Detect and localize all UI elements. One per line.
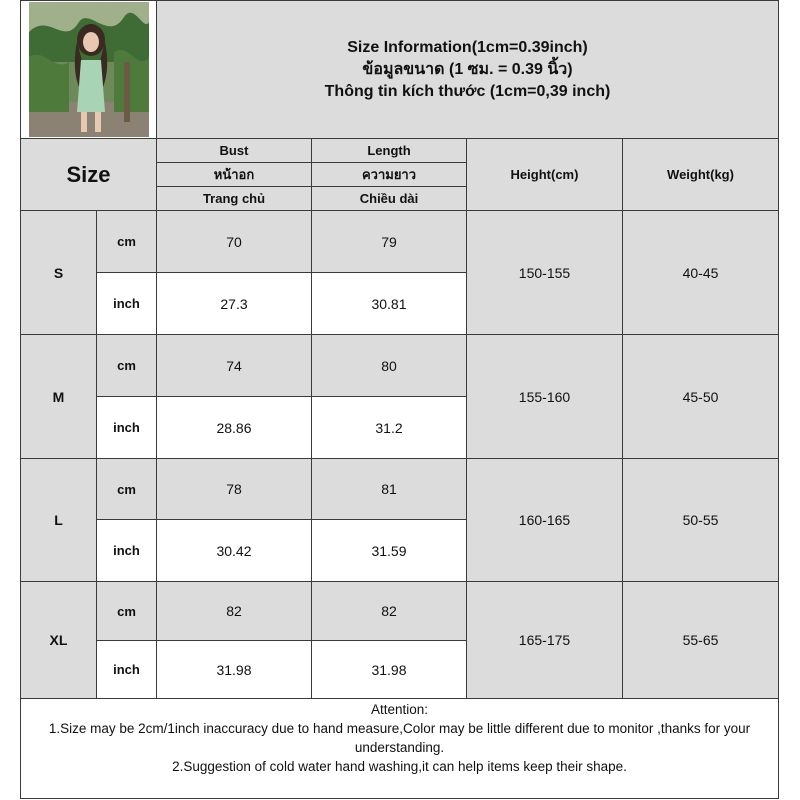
- size-chart-sheet: [20, 0, 779, 799]
- weight-m: 45-50: [622, 334, 779, 459]
- height-header: Height(cm): [466, 138, 623, 211]
- bust-inch-xl: 31.98: [156, 640, 312, 699]
- attention-line-1: 1.Size may be 2cm/1inch inaccuracy due to hand measure,Color may be little different due to monitor ,thanks for your: [48, 721, 751, 736]
- height-xl: 165-175: [466, 581, 623, 699]
- model-photo: [20, 0, 157, 139]
- bust-inch-l: 30.42: [156, 519, 312, 582]
- size-column-header: Size: [20, 138, 157, 211]
- length-cm-l: 81: [311, 458, 467, 520]
- size-label-s: S: [20, 210, 97, 335]
- title-english: Size Information(1cm=0.39inch): [347, 38, 588, 56]
- size-information-title: [156, 0, 779, 139]
- length-inch-s: 30.81: [311, 272, 467, 335]
- model-photo-image: [29, 2, 149, 137]
- weight-xl: 55-65: [622, 581, 779, 699]
- size-label-l: L: [20, 458, 97, 582]
- bust-cm-l: 78: [156, 458, 312, 520]
- weight-s: 40-45: [622, 210, 779, 335]
- height-s: 150-155: [466, 210, 623, 335]
- unit-cm: cm: [96, 458, 157, 520]
- bust-header-th: หน้าอก: [156, 162, 312, 187]
- bust-cm-xl: 82: [156, 581, 312, 641]
- attention-line-3: 2.Suggestion of cold water hand washing,it can help items keep their shape.: [172, 759, 627, 774]
- length-inch-m: 31.2: [311, 396, 467, 459]
- title-vietnamese: Thông tin kích thước (1cm=0,39 inch): [324, 82, 611, 100]
- unit-cm: cm: [96, 334, 157, 397]
- unit-inch: inch: [96, 396, 157, 459]
- bust-inch-s: 27.3: [156, 272, 312, 335]
- attention-heading: Attention:: [370, 702, 429, 717]
- size-label-xl: XL: [20, 581, 97, 699]
- bust-cm-s: 70: [156, 210, 312, 273]
- length-header-vi: Chiều dài: [311, 186, 467, 211]
- weight-header: Weight(kg): [622, 138, 779, 211]
- length-header-th: ความยาว: [311, 162, 467, 187]
- unit-cm: cm: [96, 210, 157, 273]
- unit-inch: inch: [96, 640, 157, 699]
- size-label-m: M: [20, 334, 97, 459]
- height-m: 155-160: [466, 334, 623, 459]
- length-cm-m: 80: [311, 334, 467, 397]
- attention-line-2: understanding.: [354, 740, 445, 755]
- height-l: 160-165: [466, 458, 623, 582]
- weight-l: 50-55: [622, 458, 779, 582]
- bust-header-en: Bust: [156, 138, 312, 163]
- length-inch-l: 31.59: [311, 519, 467, 582]
- unit-cm: cm: [96, 581, 157, 641]
- unit-inch: inch: [96, 272, 157, 335]
- attention-notes: [20, 698, 779, 799]
- length-header-en: Length: [311, 138, 467, 163]
- bust-header-vi: Trang chủ: [156, 186, 312, 211]
- length-inch-xl: 31.98: [311, 640, 467, 699]
- bust-inch-m: 28.86: [156, 396, 312, 459]
- length-cm-xl: 82: [311, 581, 467, 641]
- length-cm-s: 79: [311, 210, 467, 273]
- title-thai: ข้อมูลขนาด (1 ซม. = 0.39 นิ้ว): [362, 60, 573, 78]
- unit-inch: inch: [96, 519, 157, 582]
- bust-cm-m: 74: [156, 334, 312, 397]
